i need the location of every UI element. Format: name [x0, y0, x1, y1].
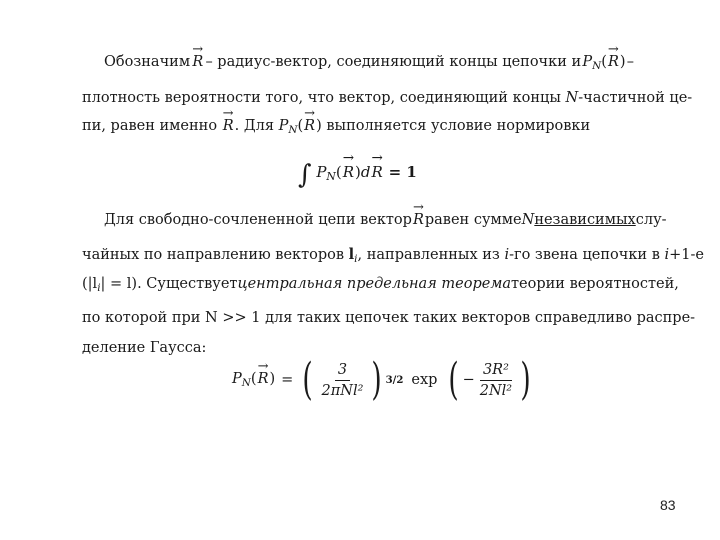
text-span: чайных по направлению векторов [82, 247, 345, 263]
text-line: деление Гаусса: [82, 340, 207, 356]
left-paren: ( [448, 354, 460, 405]
fraction: $\frac{\text{3R²}}{\text{2Nl²}}$ [479, 361, 513, 399]
math-abs: $(|l_i| = l)$. Существует [82, 276, 238, 295]
text-span: -частичной це- [578, 90, 693, 106]
math-N: N [565, 90, 579, 106]
vector-R: → R [412, 212, 425, 228]
normalization-equation: ∫ $P_N(\to R)d\to R = 1$ [298, 160, 417, 190]
right-paren: ) [371, 354, 383, 405]
italic-term: центральная предельная теорема [237, 276, 512, 292]
math-i: i [664, 247, 670, 263]
text-span: +1-е [669, 247, 704, 263]
math-PN: $P_N(\to R)$ [279, 118, 322, 134]
right-paren: ) [520, 354, 531, 405]
text-line [104, 54, 634, 72]
text-span: Для свободно-сочлененной цепи вектор [104, 212, 412, 228]
text-line [104, 212, 667, 228]
text-span: выполняется условие нормировки [326, 118, 591, 134]
math-PN: $P_N(\to R)$ [582, 54, 625, 72]
equation-rhs: = 1 [388, 163, 417, 181]
text-span: , направленных из [357, 247, 500, 263]
text-span: пи, равен именно [82, 118, 218, 134]
text-span: плотность вероятности того, что вектор, соединяющий концы [82, 90, 561, 106]
text-span: . Для [234, 118, 274, 134]
text-line [82, 276, 679, 295]
math-N: N [521, 212, 535, 228]
integral-sign: ∫ [298, 160, 312, 190]
left-paren: ( [302, 354, 314, 405]
text-line [82, 90, 693, 106]
exponent: 3/2 [385, 374, 404, 386]
math-PN: $P_N(\to R)$ [232, 371, 275, 389]
fraction: $\frac{3}{\text{2πNl²}}$ [321, 361, 364, 399]
math-i: i [504, 247, 510, 263]
gauss-equation: $P_N(\to R)$ = ( $\frac{3}{\text{2πNl²}}$ ) 3/2 exp ( − $\frac{\text{3R²}}{\text{2Nl²}}$ ) [232, 355, 534, 405]
text-span: слу- [635, 212, 667, 228]
underlined-word: независимых [534, 212, 636, 228]
math-li: $l_i$ [348, 246, 358, 266]
vector-R: → R [222, 118, 235, 134]
vector-R: → R [191, 54, 204, 72]
text-line [82, 118, 634, 136]
exp-function: exp [411, 372, 438, 388]
text-span: – [626, 54, 634, 70]
text-span: Обозначим [104, 54, 191, 70]
text-span: равен сумме [424, 212, 522, 228]
text-span: теории вероятностей, [511, 276, 679, 292]
text-line: по которой при N >> 1 для таких цепочек таких векторов справедливо распре- [82, 310, 696, 326]
text-span: -го звена цепочки в [509, 247, 660, 263]
text-line [82, 246, 704, 266]
page-number: 83 [660, 497, 676, 513]
text-span: – радиус-вектор, соединяющий концы цепочки и [205, 54, 582, 70]
